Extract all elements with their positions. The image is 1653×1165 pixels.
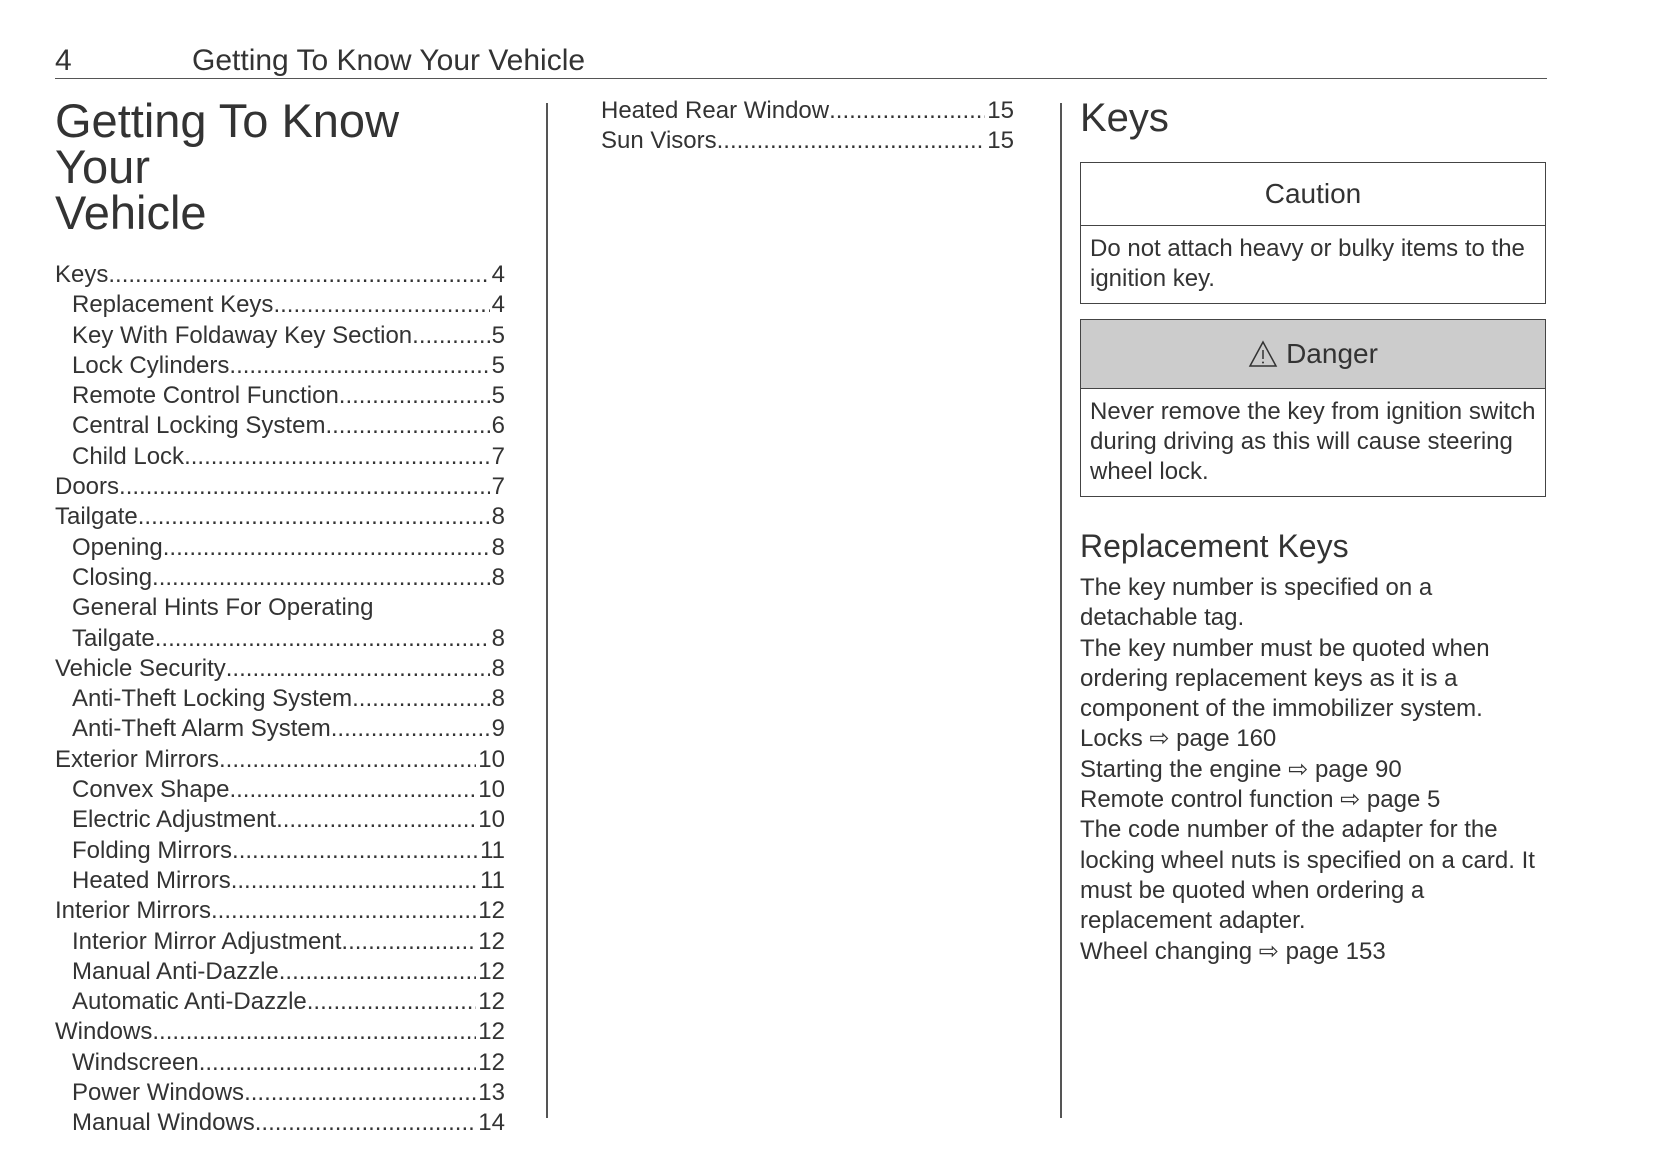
chapter-title-line-2: Vehicle (55, 186, 207, 239)
column-2 (584, 98, 1014, 157)
toc-entry-page: 4 (491, 291, 505, 319)
dot-leader (108, 260, 489, 290)
toc-entry-page: 10 (478, 806, 505, 834)
toc-entry-label: Replacement Keys (72, 291, 274, 319)
dot-leader (119, 472, 490, 502)
toc-entry-label: Manual Anti-Dazzle (72, 957, 279, 985)
toc-entry[interactable] (55, 624, 505, 654)
dot-leader (717, 126, 986, 156)
toc-entry-label: Remote Control Function (72, 382, 339, 410)
toc-entry-label: Child Lock (72, 442, 185, 470)
danger-box (1080, 319, 1546, 497)
toc-entry[interactable] (55, 533, 505, 563)
toc-entry-label: Automatic Anti-Dazzle (72, 988, 307, 1016)
dot-leader (155, 624, 490, 654)
toc-entry-page: 4 (491, 261, 505, 288)
dot-leader (339, 381, 490, 411)
toc-entry[interactable] (55, 442, 505, 472)
caution-box (1080, 162, 1546, 304)
toc-entry[interactable] (55, 805, 505, 835)
paragraph: The key number must be quoted when ordering replacement keys as it is a component of the immobilizer system. (1080, 634, 1490, 723)
cross-reference[interactable]: Wheel changing ⇨ page 153 (1080, 937, 1386, 965)
chapter-title-line-1: Getting To Know Your (55, 94, 400, 193)
toc-entry[interactable] (55, 927, 505, 957)
paragraph: The code number of the adapter for the locking wheel nuts is specified on a card. It must be quoted when ordering a replacement adapter. (1080, 816, 1535, 935)
dot-leader (244, 1078, 476, 1108)
toc-entry-label: Vehicle Security (55, 654, 226, 682)
toc-entry-page: 8 (491, 503, 505, 531)
dot-leader (219, 745, 476, 775)
toc-entry[interactable] (55, 684, 505, 714)
paragraph: The key number is specified on a detachable tag. (1080, 574, 1433, 632)
toc-entry-label: Doors (55, 473, 120, 501)
toc-entry[interactable] (55, 1108, 505, 1138)
column-1 (55, 94, 505, 1139)
toc-entry-page: 5 (491, 382, 505, 410)
running-header (55, 42, 1547, 79)
dot-leader (276, 805, 476, 835)
toc-entry-page: 12 (478, 897, 505, 925)
table-of-contents-continued (584, 96, 1014, 157)
toc-entry-page: 12 (478, 988, 505, 1016)
toc-entry[interactable] (55, 1048, 505, 1078)
toc-entry[interactable] (55, 1017, 505, 1047)
toc-entry-page: 13 (478, 1079, 505, 1107)
table-of-contents (55, 260, 505, 1139)
dot-leader (352, 684, 490, 714)
toc-entry-label: Tailgate (72, 624, 155, 652)
toc-entry[interactable] (55, 593, 505, 623)
toc-entry[interactable] (55, 502, 505, 532)
toc-entry[interactable] (55, 351, 505, 381)
dot-leader (412, 321, 489, 351)
toc-entry[interactable] (584, 126, 1014, 156)
column-divider (546, 103, 548, 1118)
toc-entry-label: Anti-Theft Alarm System (72, 715, 331, 743)
dot-leader (229, 775, 476, 805)
toc-entry[interactable] (55, 260, 505, 290)
toc-entry[interactable] (55, 411, 505, 441)
arrow-right-icon: ⇨ (1340, 786, 1361, 814)
toc-entry-page: 10 (478, 745, 505, 773)
toc-entry-label: Electric Adjustment (72, 806, 277, 834)
dot-leader (273, 290, 489, 320)
toc-entry-label: Tailgate (55, 503, 138, 531)
toc-entry[interactable] (55, 563, 505, 593)
toc-entry-label: Windscreen (72, 1048, 199, 1076)
toc-entry-page: 9 (491, 715, 505, 743)
toc-entry[interactable] (55, 714, 505, 744)
toc-entry-label: General Hints For Operating (72, 594, 374, 622)
dot-leader (163, 533, 490, 563)
toc-entry-page: 8 (491, 685, 505, 713)
danger-header (1081, 320, 1545, 389)
dot-leader (331, 714, 490, 744)
toc-entry-label: Closing (72, 563, 153, 591)
arrow-right-icon: ⇨ (1258, 937, 1279, 965)
toc-entry-label: Keys (55, 261, 109, 288)
toc-entry[interactable] (55, 1078, 505, 1108)
toc-entry-label: Power Windows (72, 1079, 245, 1107)
toc-entry-label: Manual Windows (72, 1109, 255, 1137)
toc-entry-label: Opening (72, 533, 163, 561)
section-title-keys: Keys (1080, 96, 1169, 140)
toc-entry-label: Windows (55, 1018, 153, 1046)
page-number: 4 (55, 44, 72, 77)
toc-entry-page: 8 (491, 563, 505, 591)
toc-entry[interactable] (55, 866, 505, 896)
dot-leader (279, 957, 477, 987)
toc-entry-page: 8 (491, 654, 505, 682)
toc-entry-page: 12 (478, 1018, 505, 1046)
dot-leader (184, 442, 490, 472)
toc-entry-page: 14 (478, 1109, 505, 1137)
toc-entry-page: 12 (478, 1048, 505, 1076)
toc-entry-page: 12 (478, 927, 505, 955)
arrow-right-icon: ⇨ (1288, 755, 1309, 783)
cross-reference[interactable]: Remote control function ⇨ page 5 (1080, 786, 1441, 814)
toc-entry-page: 6 (491, 412, 505, 440)
dot-leader (255, 1108, 477, 1138)
toc-entry[interactable] (55, 775, 505, 805)
dot-leader (226, 654, 490, 684)
toc-entry[interactable] (55, 290, 505, 320)
running-title: Getting To Know Your Vehicle (192, 44, 586, 77)
toc-entry-label: Folding Mirrors (72, 836, 233, 864)
toc-entry-page: 8 (491, 533, 505, 561)
toc-entry-label: Anti-Theft Locking System (72, 685, 353, 713)
toc-entry[interactable] (55, 321, 505, 351)
cross-reference[interactable]: Starting the engine ⇨ page 90 (1080, 755, 1402, 783)
toc-entry-page: 10 (478, 776, 505, 804)
toc-entry-label: Exterior Mirrors (55, 745, 220, 773)
dot-leader (307, 987, 477, 1017)
toc-entry[interactable] (55, 654, 505, 684)
toc-entry[interactable] (55, 836, 505, 866)
toc-entry-label: Lock Cylinders (72, 351, 230, 379)
dot-leader (152, 563, 490, 593)
toc-entry[interactable] (55, 472, 505, 502)
dot-leader (325, 411, 489, 441)
toc-entry[interactable] (55, 381, 505, 411)
toc-entry-label: Heated Rear Window (601, 97, 830, 124)
toc-entry[interactable] (55, 957, 505, 987)
dot-leader (829, 96, 985, 126)
toc-entry-label: Interior Mirror Adjustment (72, 927, 342, 955)
toc-entry-page: 12 (478, 957, 505, 985)
toc-entry-page: 11 (480, 866, 505, 894)
toc-entry-page: 7 (491, 442, 505, 470)
caution-heading: Caution (1081, 163, 1545, 226)
danger-text: Never remove the key from ignition switch during driving as this will cause steering wheel lock. (1090, 398, 1536, 485)
dot-leader (152, 1017, 476, 1047)
danger-heading: Danger (1286, 338, 1378, 369)
chapter-title (55, 94, 505, 239)
toc-entry-label: Heated Mirrors (72, 866, 231, 894)
dot-leader (138, 502, 490, 532)
toc-entry-page: 15 (987, 127, 1014, 155)
toc-entry-page: 5 (491, 351, 505, 379)
dot-leader (229, 351, 489, 381)
arrow-right-icon: ⇨ (1149, 725, 1170, 753)
toc-entry[interactable] (584, 96, 1014, 126)
cross-reference[interactable]: Locks ⇨ page 160 (1080, 725, 1277, 753)
toc-entry[interactable] (55, 987, 505, 1017)
warning-triangle-icon (1248, 340, 1278, 368)
toc-entry-page: 7 (491, 473, 505, 501)
column-3 (1080, 98, 1546, 967)
toc-entry-page: 5 (491, 321, 505, 349)
dot-leader (232, 836, 478, 866)
toc-entry-label: Central Locking System (72, 412, 326, 440)
toc-entry[interactable] (55, 896, 505, 926)
dot-leader (211, 896, 476, 926)
toc-entry-page: 8 (491, 624, 505, 652)
toc-entry-label: Interior Mirrors (55, 897, 212, 925)
toc-entry-label: Convex Shape (72, 776, 230, 804)
toc-entry-label: Sun Visors (601, 127, 717, 155)
toc-entry-page: 15 (987, 97, 1014, 124)
toc-entry-page: 11 (480, 836, 505, 864)
section-title-replacement-keys: Replacement Keys (1080, 528, 1349, 564)
toc-entry-label: Key With Foldaway Key Section (72, 321, 413, 349)
caution-text: Do not attach heavy or bulky items to the ignition key. (1090, 235, 1525, 292)
dot-leader (341, 927, 476, 957)
toc-entry[interactable] (55, 745, 505, 775)
dot-leader (231, 866, 478, 896)
column-divider (1060, 103, 1062, 1118)
dot-leader (199, 1048, 477, 1078)
